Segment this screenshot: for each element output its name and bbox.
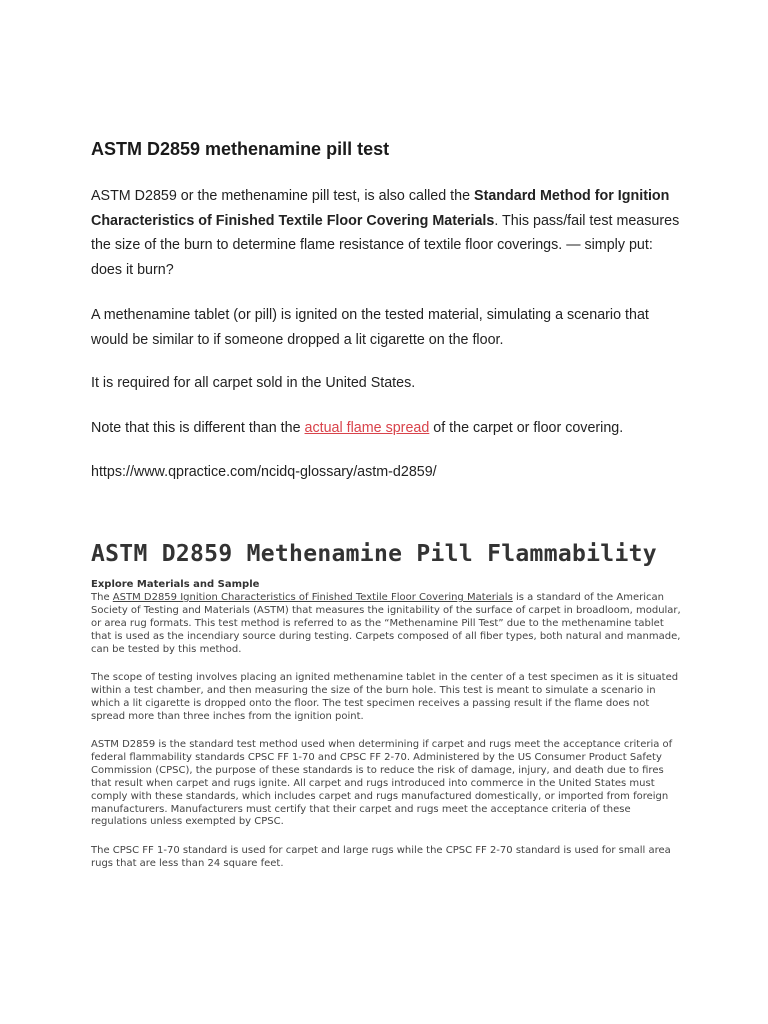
section2-subtitle: Explore Materials and Sample	[91, 579, 260, 590]
section2-paragraph-3: ASTM D2859 is the standard test method used when determining if carpet and rugs meet the acceptance criteria of federal flammability standards CPSC FF 1-70 and CPSC FF 2-70. Administered by the US Consumer Product Safety Commission (CPSC), the purpose of these standards is to reduce the risk of damage, injury, and death due to fires that result when carpet and rugs ignite. All carpet and rugs introduced into commerce in the United States must comply with these standards, which includes carpet and rugs manufactured domestically, or imported from foreign manufacturers. Manufacturers must certify that their carpet and rugs meet the acceptance criteria of these regulations unless exempted by CPSC.	[91, 739, 673, 828]
section2-paragraph-1	[91, 592, 683, 657]
section2-title: ASTM D2859 Methenamine Pill Flammability	[91, 541, 657, 567]
para1-text-pre: ASTM D2859 or the methenamine pill test, is also called the	[91, 188, 475, 204]
source-url: https://www.qpractice.com/ncidq-glossary/astm-d2859/	[91, 464, 437, 480]
section2-paragraph-4: The CPSC FF 1-70 standard is used for carpet and large rugs while the CPSC FF 2-70 standard is used for small area rugs that are less than 24 square feet.	[91, 845, 671, 869]
para4-text-pre: Note that this is different than the	[91, 420, 305, 436]
section1-paragraph-3: It is required for all carpet sold in the United States.	[91, 375, 416, 391]
para4-text-post: of the carpet or floor covering.	[429, 420, 624, 436]
section2-paragraph-2: The scope of testing involves placing an ignited methenamine tablet in the center of a test specimen as it is situated within a test chamber, and then measuring the size of the burn hole. This test is meant to simulate a scenario in which a lit cigarette is dropped onto the floor. The test specimen receives a passing result if the flame does not spread more than three inches from the ignition point.	[91, 672, 679, 722]
flame-spread-link[interactable]: actual flame spread	[304, 420, 430, 436]
para1-text-post: . This pass/fail test measures the size of the burn to determine flame resistance of textile floor coverings. — simply put: does it burn?	[91, 212, 680, 278]
s2-para1-pre: The	[91, 592, 113, 603]
s2-para1-post: is a standard of the American Society of Testing and Materials (ASTM) that measures the ignitability of the surface of carpet in broadloom, modular, or area rug formats. This test method is referred to as the “Methenamine Pill Test” due to the methenamine tablet that is used as the incendiary source during testing. Carpets composed of all fiber types, both natural and manmade, can be tested by this method.	[91, 592, 681, 655]
section1-paragraph-4	[91, 416, 683, 441]
standard-method-name: Standard Method for Ignition Characteristics of Finished Textile Floor Covering Materials	[91, 188, 670, 229]
section1-paragraph-1	[91, 184, 683, 282]
section1-paragraph-2: A methenamine tablet (or pill) is ignited on the tested material, simulating a scenario that would be similar to if someone dropped a lit cigarette on the floor.	[91, 307, 649, 348]
astm-standard-link[interactable]: ASTM D2859 Ignition Characteristics of Finished Textile Floor Covering Materials	[112, 592, 513, 603]
section1-title: ASTM D2859 methenamine pill test	[91, 139, 390, 159]
